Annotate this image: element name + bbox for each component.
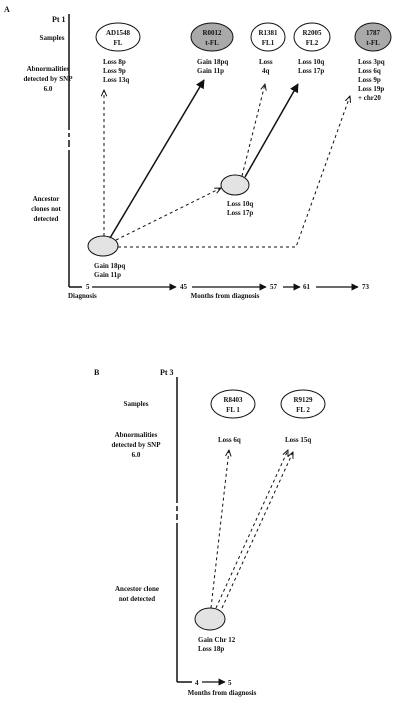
abnormality: Loss 6q — [218, 436, 241, 444]
panel-b-row-label-samples — [124, 400, 149, 408]
ancestor-abnormality: Loss 18p — [198, 645, 225, 653]
abnormality: Loss 6q — [358, 67, 381, 75]
sample-id: 1787 — [366, 29, 380, 37]
abnormality: Loss 19p — [358, 85, 385, 93]
panel-b — [94, 368, 325, 697]
sample-id: R0012 — [202, 29, 222, 37]
row-label-line: 6.0 — [131, 451, 141, 459]
abnormality: Loss 10q — [298, 58, 325, 66]
sample-type: t-FL — [205, 39, 219, 47]
axis-title: Months from diagnosis — [187, 689, 257, 697]
abnormality: Loss 17p — [298, 67, 325, 75]
panel-b-sample-r9129 — [281, 390, 325, 418]
panel-a-abn-1787 — [358, 58, 385, 102]
ancestor-abnormality: Loss 17p — [227, 209, 254, 217]
row-label-line: Ancestor — [32, 195, 60, 203]
diagnosis-label: Diagnosis — [68, 292, 97, 300]
sample-type: FL 2 — [296, 406, 310, 414]
panel-a-row-label-ancestor — [31, 195, 61, 223]
abnormality: Loss 9p — [358, 76, 381, 84]
abnormality: Loss 8p — [103, 58, 126, 66]
panel-b-row-label-abnormalities — [112, 431, 162, 459]
panel-a-abn-r1381 — [259, 58, 273, 75]
sample-id: R1381 — [258, 29, 278, 37]
panel-a-timeline — [68, 283, 370, 300]
abnormality: Loss 15q — [285, 436, 312, 444]
panel-a-abn-r0012 — [197, 58, 228, 75]
row-label-line: detected — [33, 215, 59, 223]
panel-a-patient: Pt 1 — [52, 15, 66, 24]
panel-b-evolution-arrows — [211, 450, 293, 608]
sample-id: R8403 — [223, 396, 243, 404]
sample-type: FL1 — [261, 39, 275, 47]
arrow-ancestor-to-r9129-left — [216, 450, 288, 608]
panel-a-abn-ad1548 — [103, 58, 129, 84]
abnormality: Gain 18pq — [197, 58, 229, 66]
sample-id: R9129 — [293, 396, 313, 404]
row-label-line: 6.0 — [43, 85, 53, 93]
panel-b-timeline — [177, 679, 257, 697]
timeline-month: 5 — [86, 283, 90, 291]
row-label-line: detected by SNP — [111, 441, 161, 449]
arrow-ancestor-to-r9129-right — [222, 452, 293, 608]
ancestor-abnormality: Loss 10q — [227, 200, 254, 208]
arrow-ancestor2-to-r2005 — [245, 84, 298, 177]
panel-a-sample-ad1548 — [96, 23, 140, 51]
abnormality: Loss 13q — [103, 76, 130, 84]
panel-a — [4, 5, 391, 300]
panel-a-row-label-abnormalities — [24, 65, 74, 93]
sample-type: FL — [113, 39, 123, 47]
sample-type: FL2 — [305, 39, 319, 47]
row-label-line: Samples — [123, 400, 149, 408]
panel-a-sample-r1381 — [251, 23, 285, 51]
panel-a-evolution-arrows — [104, 80, 350, 247]
row-label-line: Abnormalities — [26, 65, 70, 73]
sample-type: t-FL — [366, 39, 380, 47]
panel-b-patient: Pt 3 — [160, 368, 174, 377]
arrow-ancestor1-to-1787 — [118, 96, 350, 247]
panel-a-row-label-samples — [40, 34, 65, 42]
abnormality: Loss 9p — [103, 67, 126, 75]
row-label-line: Samples — [39, 34, 65, 42]
panel-b-ancestor-1 — [195, 608, 236, 653]
ancestor-abnormality: Gain 18pq — [94, 262, 126, 270]
panel-a-ancestor-1 — [88, 236, 125, 279]
panel-a-sample-r0012 — [191, 23, 233, 51]
sample-id: R2005 — [302, 29, 322, 37]
row-label-line: Ancestor clone — [115, 585, 159, 593]
timeline-month: 57 — [270, 283, 277, 291]
abnormality: 4q — [262, 67, 270, 75]
axis-title: Months from diagnosis — [190, 292, 260, 300]
row-label-line: Abnormalities — [114, 431, 158, 439]
sample-id: AD1548 — [105, 29, 131, 37]
panel-a-sample-r2005 — [294, 23, 330, 51]
abnormality: Gain 11p — [197, 67, 225, 75]
timeline-month: 5 — [228, 679, 232, 687]
panel-a-sample-1787 — [355, 23, 391, 51]
ancestor-abnormality: Gain Chr 12 — [198, 636, 236, 644]
abnormality: Loss — [259, 58, 273, 66]
abnormality: Loss 3pq — [358, 58, 385, 66]
ancestor-abnormality: Gain 11p — [94, 271, 122, 279]
row-label-line: clones not — [31, 205, 61, 213]
timeline-month: 45 — [180, 283, 187, 291]
sample-type: FL 1 — [226, 406, 240, 414]
panel-a-abn-r2005 — [298, 58, 324, 75]
timeline-month: 4 — [195, 679, 199, 687]
panel-a-ancestor-2 — [221, 175, 253, 217]
panel-b-label: B — [94, 368, 100, 377]
timeline-month: 73 — [362, 283, 369, 291]
panel-b-row-label-ancestor — [115, 585, 159, 603]
row-label-line: detected by SNP — [23, 75, 73, 83]
timeline-month: 61 — [303, 283, 310, 291]
panel-a-label: A — [4, 5, 10, 14]
abnormality: + chr20 — [358, 94, 381, 102]
panel-b-sample-r8403 — [211, 390, 255, 418]
arrow-ancestor1-to-r0012 — [110, 80, 204, 238]
arrow-ancestor1-to-ancestor2 — [116, 188, 221, 240]
row-label-line: not detected — [118, 595, 156, 603]
